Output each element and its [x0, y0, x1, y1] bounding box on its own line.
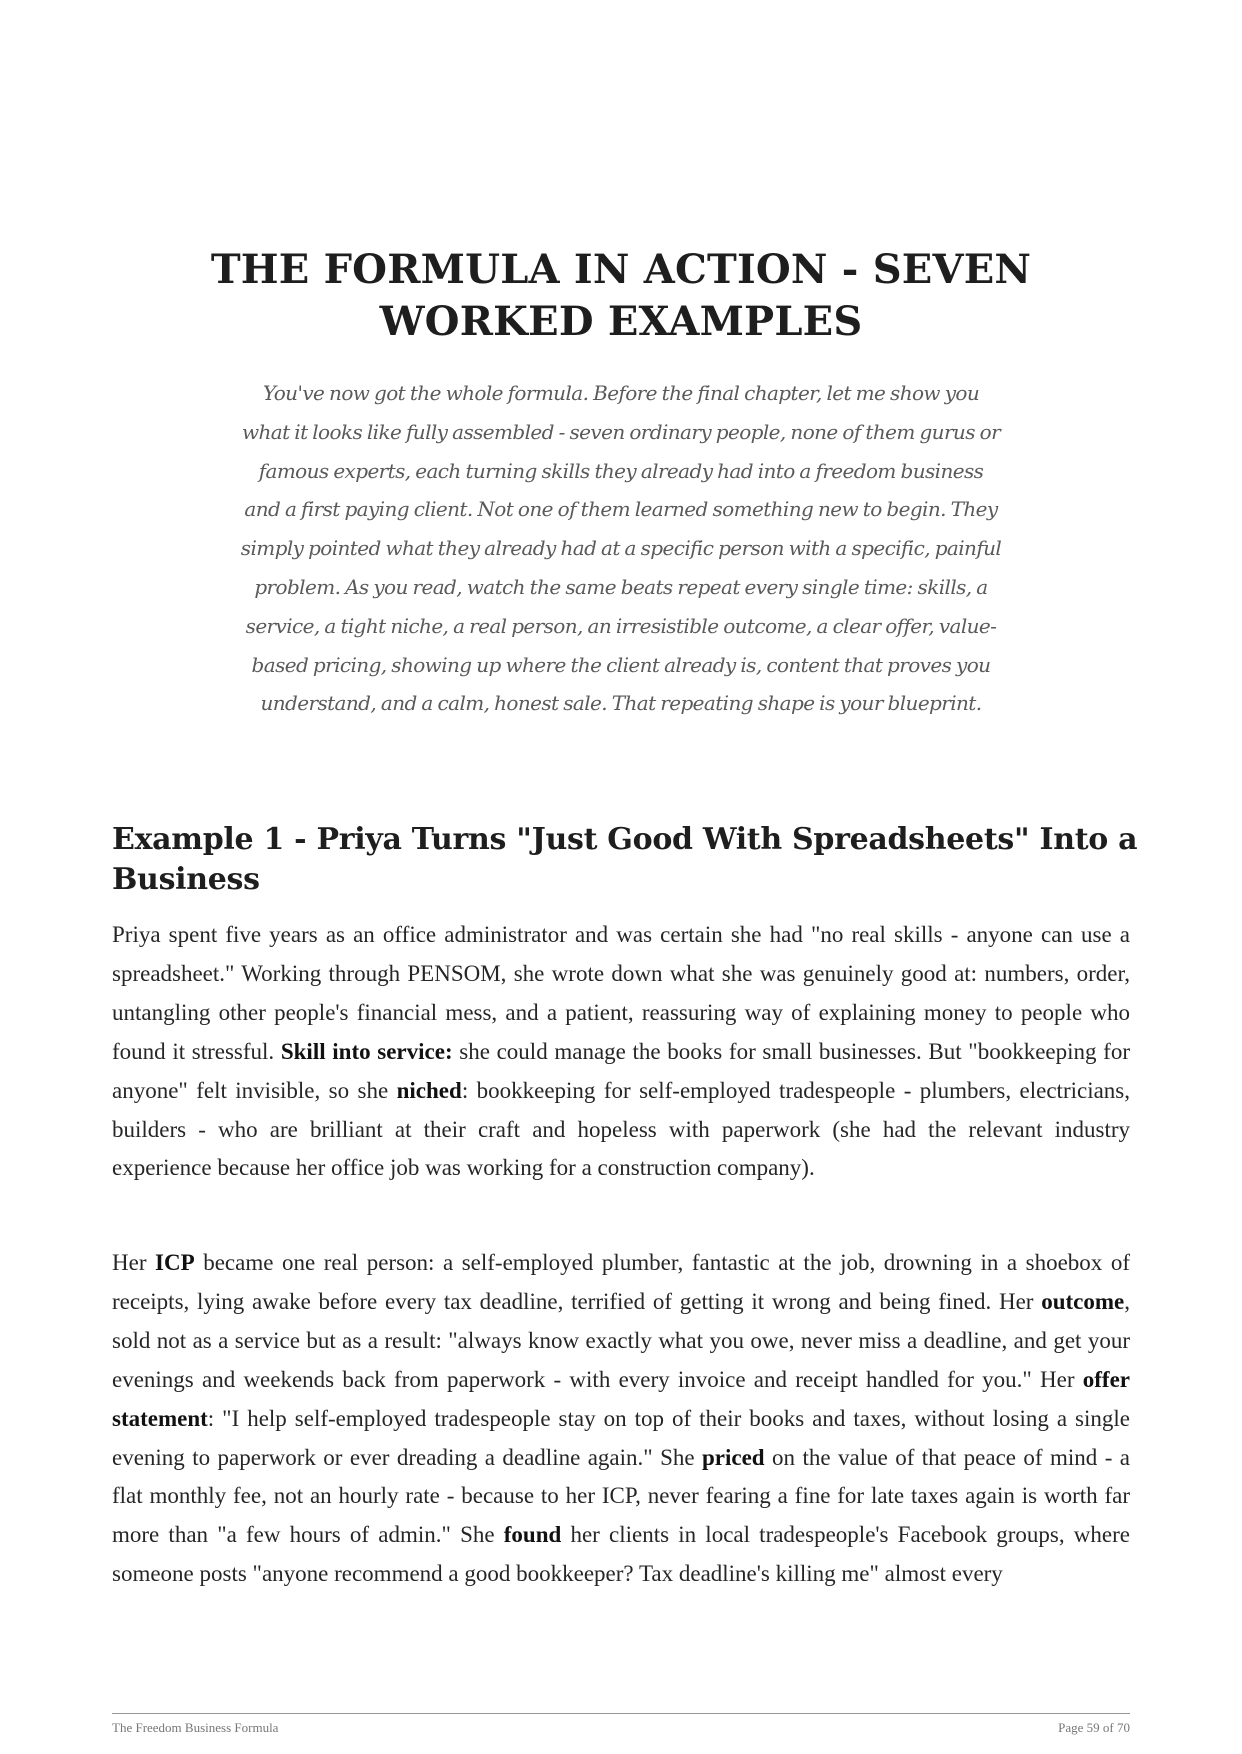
bold-term-found: found: [503, 1522, 562, 1548]
bold-term-skill-into-service: Skill into service:: [280, 1038, 453, 1064]
footer-book-title: The Freedom Business Formula: [112, 1720, 279, 1735]
example-heading: Example 1 - Priya Turns "Just Good With Spreadsheets" Into a Business: [112, 822, 1138, 897]
chapter-title: THE FORMULA IN ACTION - SEVEN WORKED EXAMPLES: [210, 246, 1032, 345]
paragraph-text: : "I help self-employed tradespeople stay on top of their books and taxes, without losing a single evening to paperwork or ever dreading a deadline again." She: [112, 1405, 1130, 1470]
paragraph-text: : bookkeeping for self-employed tradespeople - plumbers, electricians, builders - who are brilliant at their craft and hopeless with paperwork (she had the relevant industry experience because her office job was working for a construction company).: [112, 1077, 1130, 1181]
bold-term-offer-statement: offer statement: [112, 1366, 1130, 1431]
example-paragraph-1: [112, 916, 1130, 1188]
footer-divider: [112, 1713, 1130, 1714]
chapter-intro: You've now got the whole formula. Before the final chapter, let me show you what it looks like fully assembled - seven ordinary people, none of them gurus or famous experts, each turning skills they already had into a freedom business and a first paying client. Not one of them learned something new to begin. They simply pointed what they already had at a specific person with a specific, painful problem. As you read, watch the same beats repeat every single time: skills, a service, a tight niche, a real person, an irresistible outcome, a clear offer, value-based pricing, showing up where the client already is, content that proves you understand, and a calm, honest sale. That repeating shape is your blueprint.: [240, 381, 1002, 716]
bold-term-outcome: outcome: [1041, 1288, 1125, 1314]
bold-term-niched: niched: [396, 1077, 462, 1103]
paragraph-text: Her: [112, 1250, 156, 1275]
paragraph-text: she could manage the books for small businesses. But "bookkeeping for anyone" felt invisible, so she: [112, 1038, 1130, 1103]
paragraph-text: Priya spent five years as an office administrator and was certain she had "no real skills - anyone can use a spreadsheet." Working through PENSOM, she wrote down what she was genuinely good at: numbers, order, untangling other people's financial mess, and a patient, reassuring way of explaining money to people who found it stressful.: [112, 922, 1130, 1064]
example-paragraph-2: [112, 1244, 1130, 1594]
footer-page-number: Page 59 of 70: [1058, 1720, 1130, 1735]
paragraph-text: became one real person: a self-employed plumber, fantastic at the job, drowning in a shoebox of receipts, lying awake before every tax deadline, terrified of getting it wrong and being fined. Her: [112, 1250, 1130, 1314]
paragraph-text: her clients in local tradespeople's Facebook groups, where someone posts "anyone recommend a good bookkeeper? Tax deadline's killing me" almost every: [112, 1522, 1130, 1587]
paragraph-text: on the value of that peace of mind - a flat monthly fee, not an hourly rate - because to her ICP, never fearing a fine for late taxes again is worth far more than "a few hours of admin." She: [112, 1444, 1130, 1548]
bold-term-priced: priced: [702, 1444, 765, 1470]
bold-term-icp: ICP: [155, 1250, 195, 1275]
paragraph-text: , sold not as a service but as a result: "always know exactly what you owe, never miss a deadline, and get your evenings and weekends back from paperwork - with every invoice and receipt handled for you." Her: [112, 1288, 1130, 1392]
